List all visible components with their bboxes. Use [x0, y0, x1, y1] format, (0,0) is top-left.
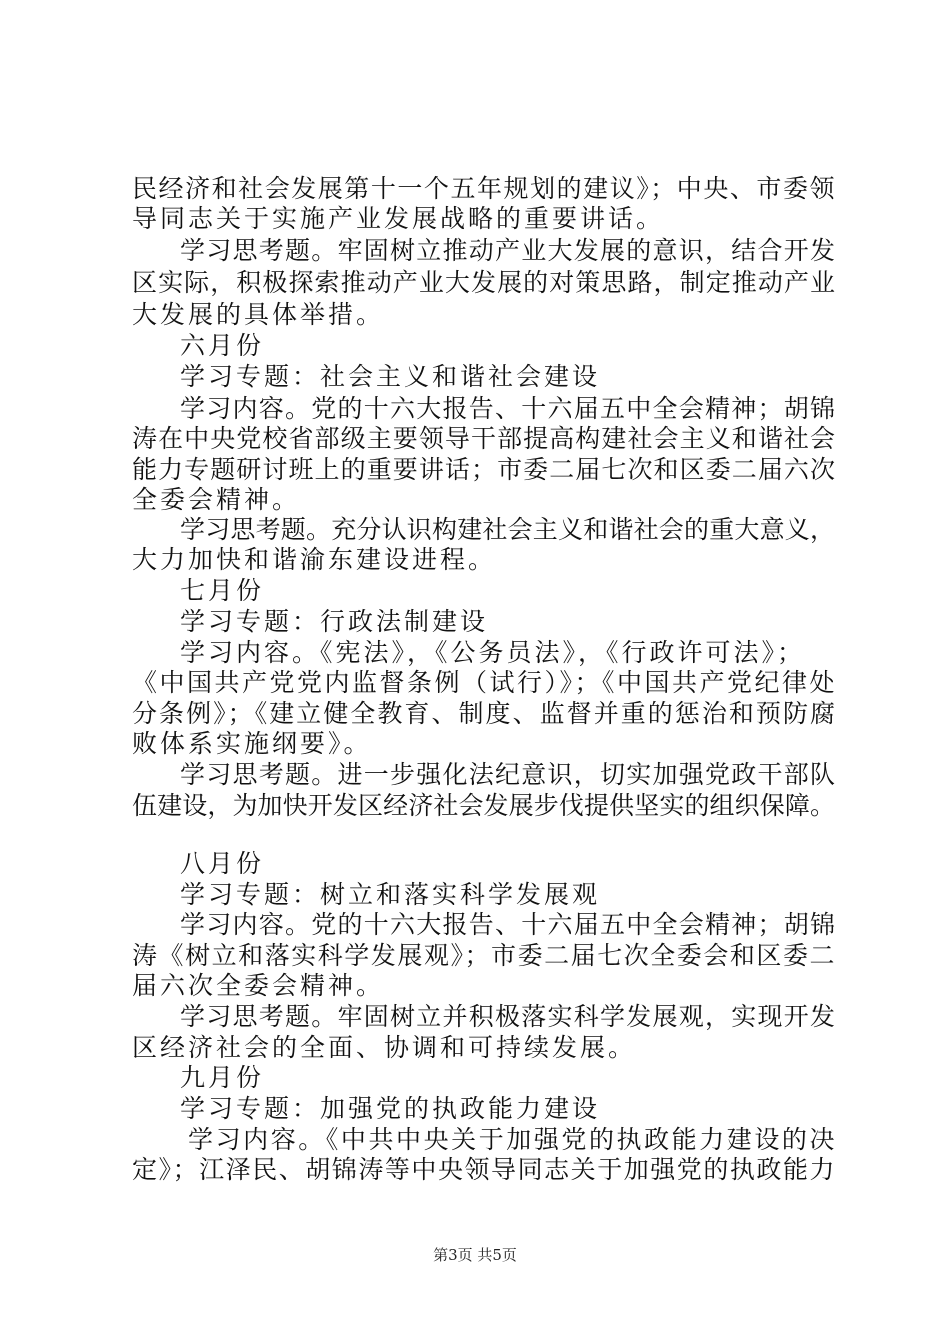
topic-line: 学习专题：行政法制建设	[180, 607, 489, 636]
month-heading: 七月份	[180, 576, 265, 605]
text-line: 学习内容。党的十六大报告、十六届五中全会精神；胡锦	[180, 394, 837, 423]
text-line: 大发展的具体举措。	[132, 300, 385, 329]
text-line: 区经济社会的全面、协调和可持续发展。	[132, 1033, 637, 1062]
topic-line: 学习专题：社会主义和谐社会建设	[180, 362, 601, 391]
text-line: 能力专题研讨班上的重要讲话；市委二届七次和区委二届六次	[132, 455, 837, 484]
month-heading: 九月份	[180, 1063, 265, 1092]
text-line: 定》；江泽民、胡锦涛等中央领导同志关于加强党的执政能力	[132, 1155, 837, 1184]
text-line: 涛《树立和落实科学发展观》；市委二届七次全委会和区委二	[132, 941, 837, 970]
text-line: 伍建设，为加快开发区经济社会发展步伐提供坚实的组织保障。	[132, 791, 836, 820]
text-line: 大力加快和谐渝东建设进程。	[132, 545, 497, 574]
text-line: 学习思考题。充分认识构建社会主义和谐社会的重大意义，	[180, 515, 836, 544]
text-line: 导同志关于实施产业发展战略的重要讲话。	[132, 204, 665, 233]
text-line: 全委会精神。	[132, 485, 301, 514]
text-line: 学习内容。《中共中央关于加强党的执政能力建设的决	[188, 1125, 838, 1154]
text-line: 涛在中央党校省部级主要领导干部提高构建社会主义和谐社会	[132, 424, 837, 453]
text-line: 《中国共产党党内监督条例（试行）》；《中国共产党纪律处	[132, 668, 838, 697]
text-line: 区实际，积极探索推动产业大发展的对策思路，制定推动产业	[132, 268, 837, 297]
text-line: 民经济和社会发展第十一个五年规划的建议》；中央、市委领	[132, 174, 837, 203]
text-line: 学习思考题。牢固树立推动产业大发展的意识，结合开发	[180, 236, 837, 265]
page-number-footer: 第3页 共5页	[433, 1246, 517, 1264]
text-line: 分条例》；《建立健全教育、制度、监督并重的惩治和预防腐	[132, 699, 838, 728]
text-line: 届六次全委会精神。	[132, 971, 385, 1000]
topic-line: 学习专题：加强党的执政能力建设	[180, 1094, 601, 1123]
text-line: 学习思考题。牢固树立并积极落实科学发展观，实现开发	[180, 1002, 837, 1031]
text-line: 败体系实施纲要》。	[132, 729, 372, 758]
month-heading: 六月份	[180, 331, 265, 360]
text-line: 学习内容。《宪法》，《公务员法》，《行政许可法》；	[180, 638, 806, 667]
text-line: 学习内容。党的十六大报告、十六届五中全会精神；胡锦	[180, 910, 837, 939]
text-line: 学习思考题。进一步强化法纪意识，切实加强党政干部队	[180, 760, 837, 789]
topic-line: 学习专题：树立和落实科学发展观	[180, 880, 601, 909]
month-heading: 八月份	[180, 849, 265, 878]
